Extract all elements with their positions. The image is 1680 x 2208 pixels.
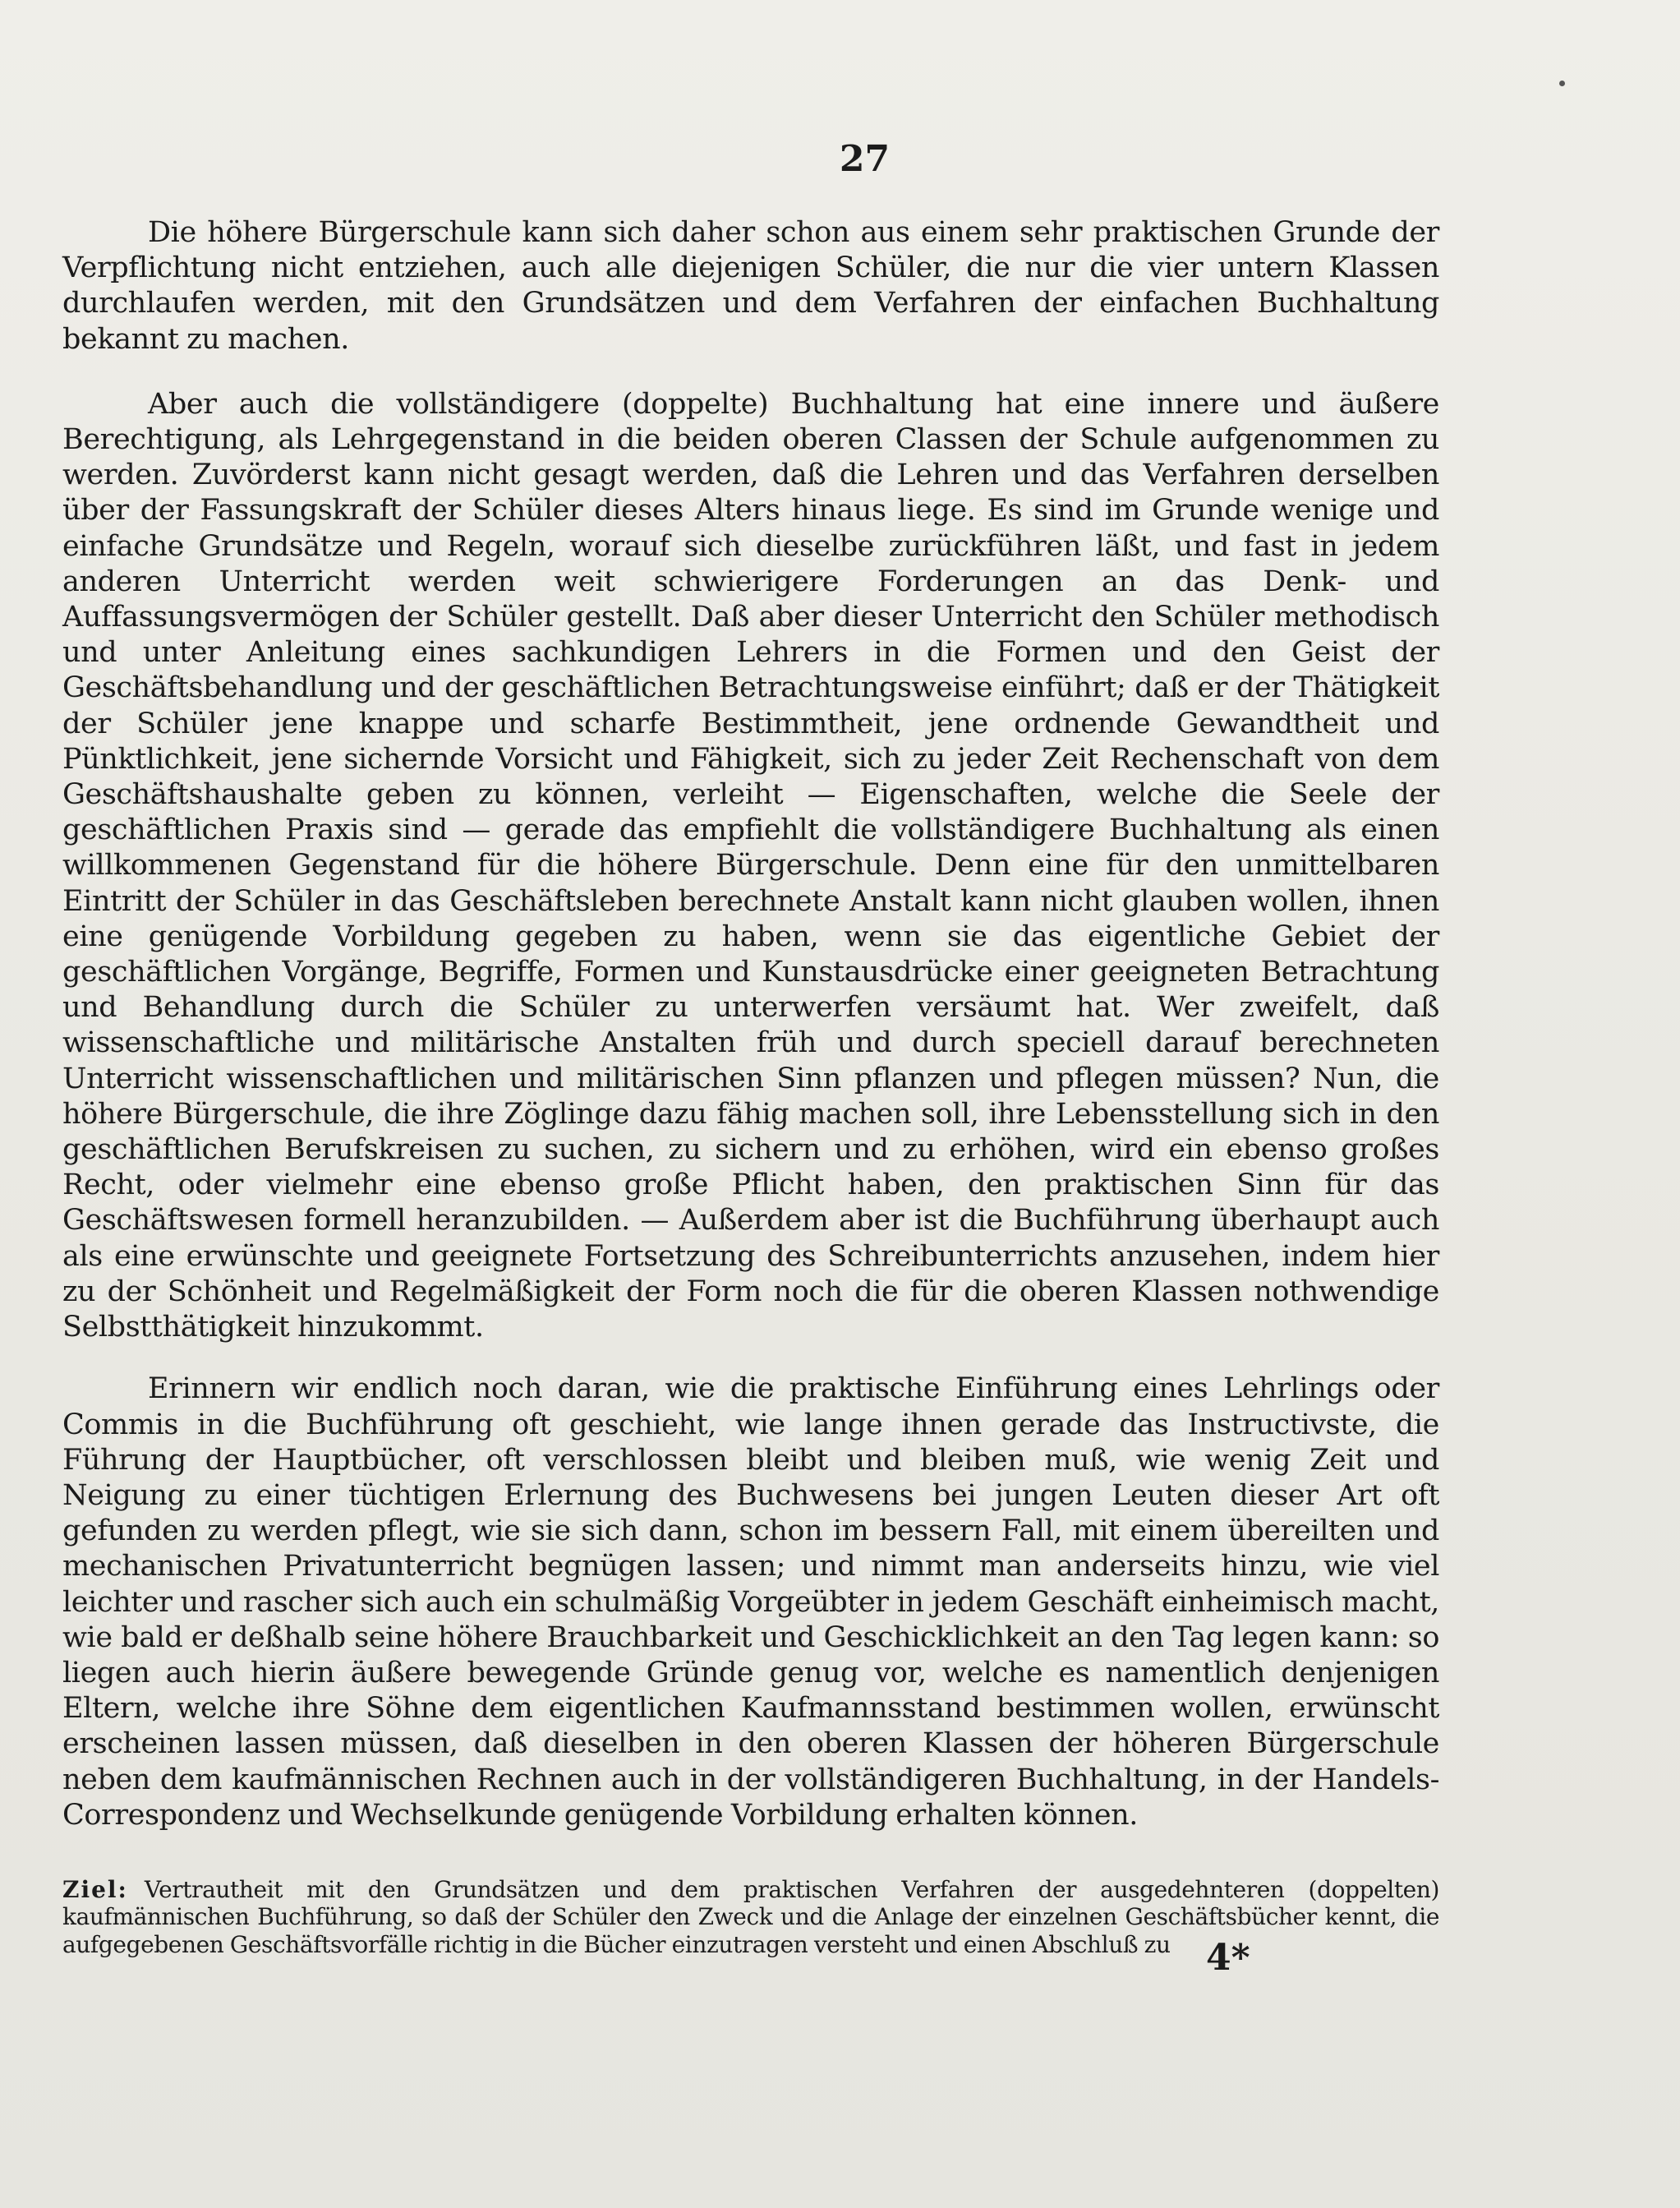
- page-number: 27: [839, 138, 891, 180]
- paragraph-1: Die höhere Bürgerschule kann sich daher schon aus einem sehr praktischen Grunde der Verpflichtung nicht entziehen, auch alle diejenigen Schüler, die nur die vier untern Klassen durchlaufen werden, mit den Grundsätzen und dem Verfahren der einfachen Buchhaltung bekannt zu machen.: [62, 216, 1439, 356]
- paragraph-2: Aber auch die vollständigere (doppelte) Buchhaltung hat eine innere und äußere Berechtigung, als Lehrgegenstand in die beiden oberen Classen der Schule aufgenommen zu werden. Zuvörderst kann nicht gesagt werden, daß die Lehren und das Verfahren derselben über der Fassungskraft der Schüler dieses Alters hinaus liege. Es sind im Grunde wenige und einfache Grundsätze und Regeln, worauf sich dieselbe zurückführen läßt, und fast in jedem anderen Unterricht werden weit schwierigere Forderungen an das Denk- und Auffassungsvermögen der Schüler gestellt. Daß aber dieser Unterricht den Schüler methodisch und unter Anleitung eines sachkundigen Lehrers in die Formen und den Geist der Geschäftsbehandlung und der geschäftlichen Betrachtungsweise einführt; daß er der Thätigkeit der Schüler jene knappe und scharfe Bestimmtheit, jene ordnende Gewandtheit und Pünktlichkeit, jene sichernde Vorsicht und Fähigkeit, sich zu jeder Zeit Rechenschaft von dem Geschäftshaushalte geben zu können, verleiht — Eigenschaften, welche die Seele der geschäftlichen Praxis sind — gerade das empfiehlt die vollständigere Buchhaltung als einen willkommenen Gegenstand für die höhere Bürgerschule. Denn eine für den unmittelbaren Eintritt der Schüler in das Geschäftsleben berechnete Anstalt kann nicht glauben wollen, ihnen eine genügende Vorbildung gegeben zu haben, wenn sie das eigentliche Gebiet der geschäftlichen Vorgänge, Begriffe, Formen und Kunstausdrücke einer geeigneten Betrachtung und Behandlung durch die Schüler zu unterwerfen versäumt hat. Wer zweifelt, daß wissenschaftliche und militärische Anstalten früh und durch speciell darauf berechneten Unterricht wissenschaftlichen und militärischen Sinn pflanzen und pflegen müssen? Nun, die höhere Bürgerschule, die ihre Zöglinge dazu fähig machen soll, ihre Lebensstellung sich in den geschäftlichen Berufskreisen zu suchen, zu sichern und zu erhöhen, wird ein ebenso großes Recht, oder vielmehr eine ebenso große Pflicht haben, den praktischen Sinn für das Geschäftswesen formell heranzubilden. — Außerdem aber ist die Buchführung überhaupt auch als eine erwünschte und geeignete Fortsetzung des Schreibunterrichts anzusehen, indem hier zu der Schönheit und Regelmäßigkeit der Form noch die für die oberen Klassen nothwendige Selbstthätigkeit hinzukommt.: [62, 387, 1439, 1344]
- goal-label: Ziel:: [62, 1875, 128, 1903]
- signature-mark: 4*: [1206, 1937, 1250, 1979]
- paragraph-3: Erinnern wir endlich noch daran, wie die praktische Einführung eines Lehrlings oder Commis in die Buchführung oft geschieht, wie lange ihnen gerade das Instructivste, die Führung der Hauptbücher, oft verschlossen bleibt und bleiben muß, wie wenig Zeit und Neigung zu einer tüchtigen Erlernung des Buchwesens bei jungen Leuten dieser Art oft gefunden zu werden pflegt, wie sie sich dann, schon im bessern Fall, mit einem übereilten und mechanischen Privatunterricht begnügen lassen; und nimmt man anderseits hinzu, wie viel leichter und rascher sich auch ein schulmäßig Vorgeübter in jedem Geschäft einheimisch macht, wie bald er deßhalb seine höhere Brauchbarkeit und Geschicklichkeit an den Tag legen kann: so liegen auch hierin äußere bewegende Gründe genug vor, welche es namentlich denjenigen Eltern, welche ihre Söhne dem eigentlichen Kaufmannsstand bestimmen wollen, erwünscht erscheinen lassen müssen, daß dieselben in den oberen Klassen der höheren Bürgerschule neben dem kaufmännischen Rechnen auch in der vollständigeren Buchhaltung, in der Handels-Correspondenz und Wechselkunde genügende Vorbildung erhalten können.: [62, 1372, 1439, 1832]
- body-text: [62, 215, 1439, 1958]
- goal-text: Vertrautheit mit den Grundsätzen und dem praktischen Verfahren der ausgedehnteren (doppelten) kaufmännischen Buchführung, so daß der Schüler den Zweck und die Anlage der einzelnen Geschäftsbücher kennt, die aufgegebenen Geschäftsvorfälle richtig in die Bücher einzutragen versteht und einen Abschluß zu: [62, 1875, 1439, 1958]
- ink-speck: [1559, 81, 1565, 86]
